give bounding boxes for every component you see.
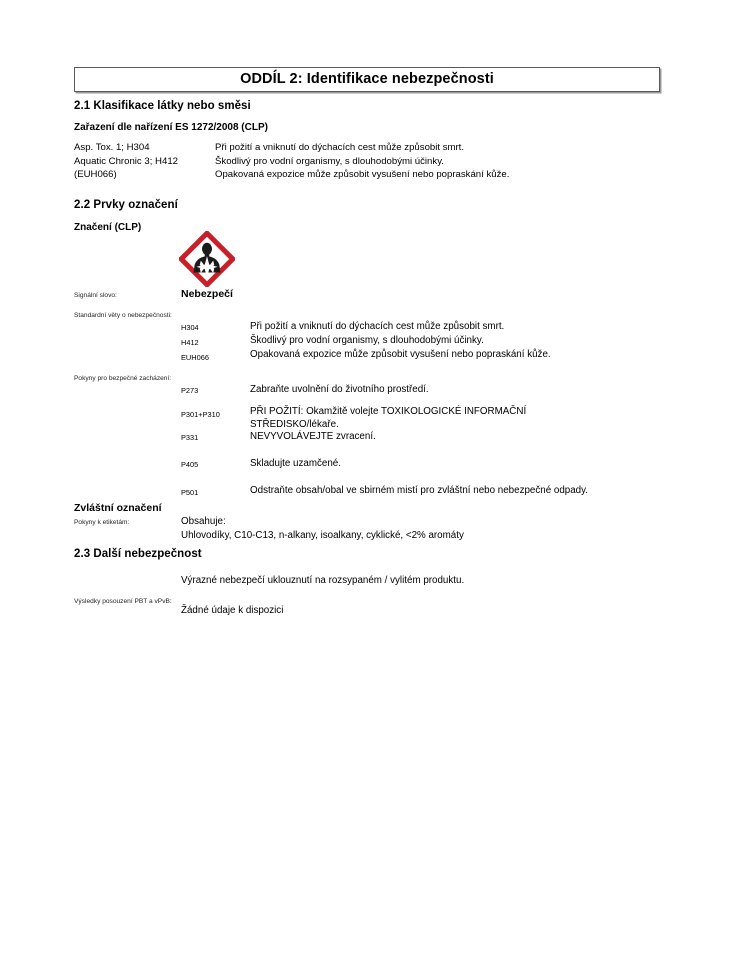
hazard-statement-text: Opakovaná expozice může způsobit vysušení nebo popraskání kůže. xyxy=(250,349,551,360)
precautionary-code: P501 xyxy=(181,487,199,497)
other-hazards-statement: Výrazné nebezpečí uklouznutí na rozsypaném / vylitém produktu. xyxy=(181,575,465,586)
precautionary-statement-text: NEVYVOLÁVEJTE zvracení. xyxy=(250,431,376,442)
precautionary-statement-text-cont: STŘEDISKO/lékaře. xyxy=(250,419,339,430)
classification-statement: Škodlivý pro vodní organismy, s dlouhodobými účinky. xyxy=(215,155,444,167)
subheading-labelling-clp: Značení (CLP) xyxy=(74,222,142,233)
signal-word-label: Signální slovo: xyxy=(74,292,117,299)
contains-label: Obsahuje: xyxy=(181,516,226,527)
precautionary-statement-text: Odstraňte obsah/obal ve sbirném mistí pro zvláštní nebo nebezpečné odpady. xyxy=(250,485,589,496)
precautionary-code: P301+P310 xyxy=(181,409,220,419)
classification-statement: Při požití a vniknutí do dýchacích cest může způsobit smrt. xyxy=(215,142,465,153)
hazard-statement-text: Škodlivý pro vodní organismy, s dlouhodobými účinky. xyxy=(250,335,484,346)
hazard-statement-text: Při požití a vniknutí do dýchacích cest může způsobit smrt. xyxy=(250,321,505,332)
heading-special-labelling: Zvláštní označení xyxy=(74,502,162,514)
classification-code: Asp. Tox. 1; H304 xyxy=(74,142,150,153)
contains-value: Uhlovodíky, C10-C13, n-alkany, isoalkany, cyklické, <2% aromáty xyxy=(181,530,464,541)
classification-code: Aquatic Chronic 3; H412 xyxy=(74,155,178,167)
precautionary-statement-text: PŘI POŽITÍ: Okamžitě volejte TOXIKOLOGICKÉ INFORMAČNÍ xyxy=(250,406,527,417)
precautionary-code: P331 xyxy=(181,432,199,442)
classification-statement: Opakovaná expozice může způsobit vysušení nebo popraskání kůže. xyxy=(215,169,510,180)
pbt-assessment-value: Žádné údaje k dispozici xyxy=(181,605,284,616)
ghs08-health-hazard-icon xyxy=(179,231,235,287)
precautionary-code: P405 xyxy=(181,459,199,469)
hazard-code: H304 xyxy=(181,322,199,332)
labelling-instructions-label: Pokyny k etiketám: xyxy=(74,519,130,526)
hazard-statements-label: Standardní věty o nebezpečnosti: xyxy=(74,312,172,319)
precautionary-statement-text: Skladujte uzamčené. xyxy=(250,458,341,469)
heading-2-3: 2.3 Další nebezpečnost xyxy=(74,548,202,560)
precautionary-code: P273 xyxy=(181,385,199,395)
pbt-assessment-label: Výsledky posouzení PBT a vPvB: xyxy=(74,598,172,605)
precautionary-statement-text: Zabraňte uvolnění do životního prostředí. xyxy=(250,384,429,395)
page-title: ODDÍL 2: Identifikace nebezpečnosti xyxy=(240,71,494,88)
precautionary-statements-label: Pokyny pro bezpečné zacházení: xyxy=(74,375,172,382)
subheading-clp-regulation: Zařazení dle nařízení ES 1272/2008 (CLP) xyxy=(74,122,268,133)
heading-2-1: 2.1 Klasifikace látky nebo směsi xyxy=(74,100,251,112)
hazard-code: H412 xyxy=(181,337,199,347)
signal-word-value: Nebezpečí xyxy=(181,288,233,300)
hazard-code: EUH066 xyxy=(181,352,209,362)
classification-code: (EUH066) xyxy=(74,169,117,180)
section-title-box xyxy=(74,67,660,92)
heading-2-2: 2.2 Prvky označení xyxy=(74,199,178,211)
